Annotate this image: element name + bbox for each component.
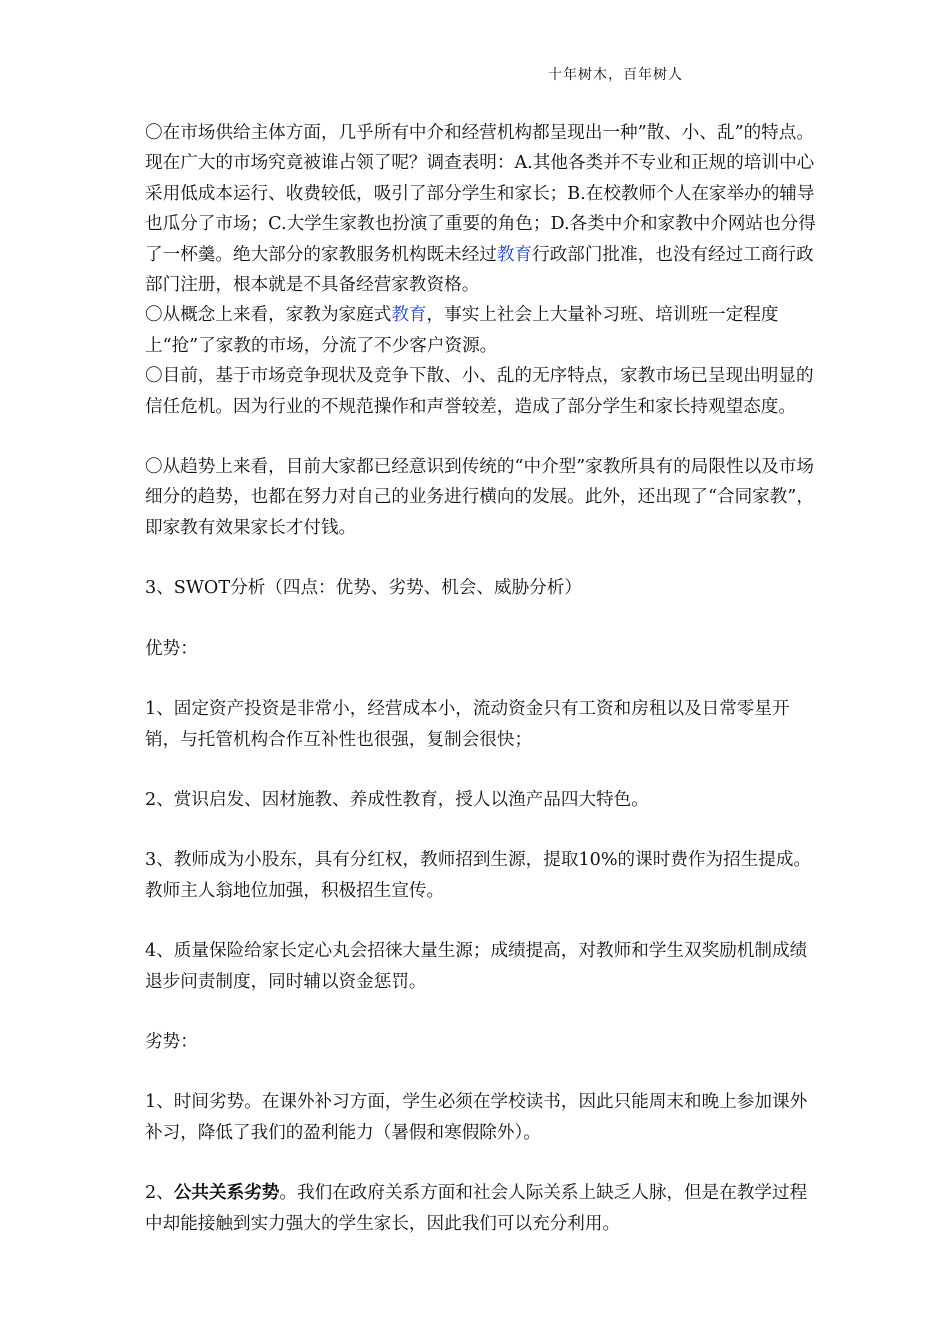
education-link[interactable]: 教育 xyxy=(391,305,427,326)
strength-item: 1、固定资产投资是非常小，经营成本小，流动资金只有工资和房租以及日常零星开销，与托管机构合作互补性也很强，复制会很快； xyxy=(145,699,790,750)
paragraph-trust-crisis: 〇目前，基于市场竞争现状及竞争下散、小、乱的无序特点，家教市场已呈现出明显的信任危机。因为行业的不规范操作和声誉较差，造成了部分学生和家长持观望态度。 xyxy=(145,366,814,417)
education-link[interactable]: 教育 xyxy=(496,244,533,265)
strength-item: 4、质量保险给家长定心丸会招徕大量生源；成绩提高，对教师和学生双奖励机制成绩退步问责制度，同时辅以资金惩罚。 xyxy=(145,941,808,992)
public-relations-term: 公共关系劣势 xyxy=(173,1182,280,1204)
strength-item: 3、教师成为小股东，具有分红权，教师招到生源，提取10%的课时费作为招生提成。教师主人翁地位加强，积极招生宣传。 xyxy=(145,850,812,901)
weaknesses-heading: 劣势： xyxy=(145,1031,198,1052)
paragraph-trend: 〇从趋势上来看，目前大家都已经意识到传统的“中介型”家教所具有的局限性以及市场细分的趋势，也都在努力对自己的业务进行横向的发展。此外，还出现了“合同家教”，即家教有效果家长才付钱。 xyxy=(145,457,814,538)
document-body xyxy=(145,118,820,1239)
swot-heading: 3、SWOT分析（四点：优势、劣势、机会、威胁分析） xyxy=(145,578,582,599)
strength-item: 2、赏识启发、因材施教、养成性教育，授人以渔产品四大特色。 xyxy=(145,789,649,810)
weakness-item: 1、时间劣势。在课外补习方面，学生必须在学校读书，因此只能周末和晚上参加课外补习，降低了我们的盈利能力（暑假和寒假除外）。 xyxy=(145,1092,808,1143)
paragraph-concept: 〇从概念上来看，家教为家庭式教育，事实上社会上大量补习班、培训班一定程度上“抢”了家教的市场，分流了不少客户资源。 xyxy=(145,305,779,356)
strengths-heading: 优势： xyxy=(145,638,198,659)
paragraph-supply: 〇在市场供给主体方面，几乎所有中介和经营机构都呈现出一种”散、小、乱”的特点。现在广大的市场究竟被谁占领了呢？调查表明：A.其他各类并不专业和正规的培训中心采用低成本运行、收费较低，吸引了部分学生和家长；B.在校教师个人在家举办的辅导也瓜分了市场；C.大学生家教也扮演了重要的角色；D.各类中介和家教中介网站也分得了一杯羹。绝大部分的家教服务机构既未经过教育行政部门批准，也没有经过工商行政部门注册，根本就是不具备经营家教资格。 xyxy=(145,123,816,296)
page-header: 十年树木，百年树人 xyxy=(548,67,683,83)
weakness-item: 2、公共关系劣势。我们在政府关系方面和社会人际关系上缺乏人脉，但是在教学过程中却能接触到实力强大的学生家长，因此我们可以充分利用。 xyxy=(145,1182,808,1234)
